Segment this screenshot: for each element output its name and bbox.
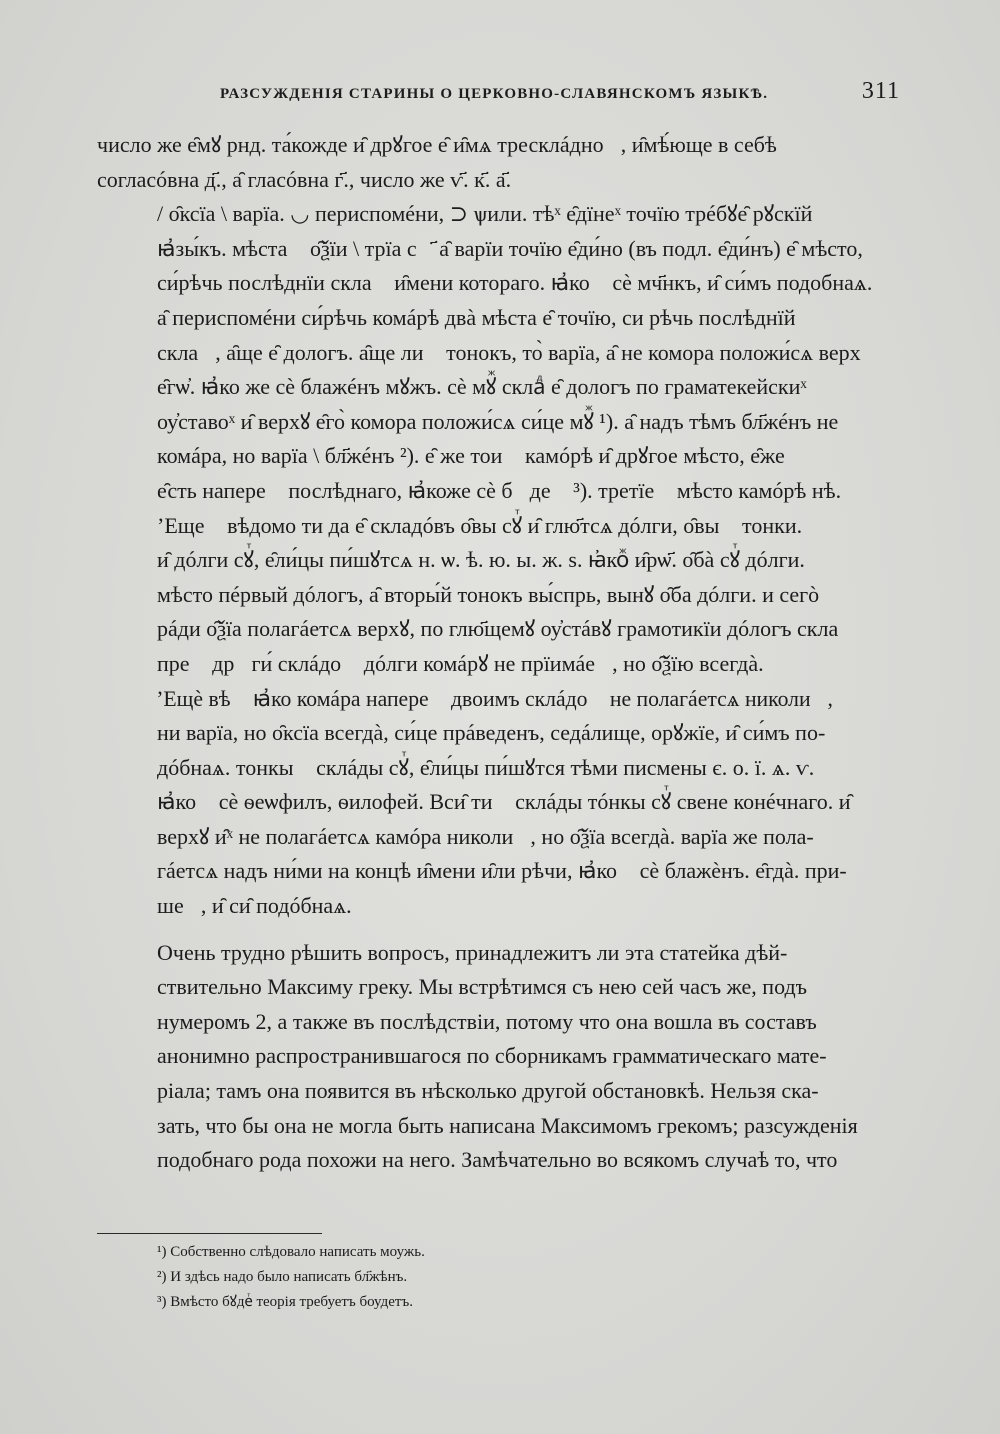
text-line: и̑ дóлги сꙋⷮ, е̑ли́цы пи́шꙋтсѧ н. ѡ. ѣ. ю. ы. ж. ѕ. ꙗ҆коⷤ и̑рѡ҃. о̑бà сꙋⷮ дóлги.	[157, 547, 805, 573]
text-line: зать, что бы она не могла быть написана Максимомъ грекомъ; разсужденія	[157, 1112, 858, 1138]
footnote-text: И здѣсь надо было написать бл҃жѣнъ.	[170, 1269, 408, 1285]
text-line: ’Ещѐ вѣⷤ ꙗ҆ко комáра напереⷣ двоимъ склáдоⷡ не полагáетсѧ николиⷤ,	[156, 685, 833, 711]
text-line: гáетсѧ надъ ни́ми на концѣ и̑мени и̑ли рѣчи, ꙗ҆коⷤ сѐ блажѐнъ. е̑гдà. при-	[157, 858, 847, 884]
text-line: анонимно распространившагося по сборникамъ грамматическаго мате-	[157, 1043, 827, 1069]
text-line: ꙗ҆зы́къ. мѣстаⷤ о̑ѯїи \ трїа сꙋ҃ а̑ варїи точїю е̑ди́но (въ подл. е̑ди́нъ) е̑ мѣсто,	[157, 235, 863, 261]
text-line: склаⷣ, а̑ще е̑ дологъ. а̑ще лиⷤ тонокъ, то̀ варїа, а̑ не комора положи́сѧ верхꙋ	[157, 339, 878, 365]
footnote-3	[157, 1290, 757, 1315]
text-line: подобнаго рода похожи на него. Замѣчательно во всякомъ случаѣ то, что	[157, 1147, 838, 1173]
paragraph-gap	[97, 924, 893, 936]
text-line: си́рѣчь послѣднїи склаⷣ и̑мени котораго. ꙗ҆коⷤ сѐ мч҃нкъ, и̑ си́мъ подобнаѧ.	[157, 270, 873, 296]
text-line: комáра, но варїа \ бл҃жéнъ ²). е̑ же тоиⷤ камóрѣ и̑ дрꙋгое мѣсто, е̑же	[157, 443, 785, 469]
text-line: ріала; тамъ она появится въ нѣсколько другой обстановкѣ. Нельзя ска-	[157, 1078, 819, 1104]
text-line: / о̑ксїа \ варїа. ◡ периспомéни, ⊃ ѱили. тѣˣ е̑дїнеˣ точїю трéбꙋе̑ рꙋскїй	[157, 201, 813, 227]
paragraph-3	[97, 509, 893, 682]
text-line: согласóвна д҃., а̑ гласóвна г҃., число же ѵ҃. к҃. а҃.	[97, 166, 512, 192]
text-line: оу҆ставоˣ и̑ верхꙋ е̑го̀ комора положи́сѧ си́це мꙋⷤ ¹). а̑ надъ тѣмъ бл҃жéнъ не	[157, 408, 839, 434]
body-text	[97, 128, 893, 1178]
paragraph-5	[97, 936, 893, 1178]
text-line: дóбнаѧ. тонкыⷤ склáды сꙋⷮ, е̑ли́цы пи́шꙋтся тѣми писмены є. о. ї. ѧ. ѵ.	[157, 754, 815, 780]
text-line: число же е̑мꙋ рнд. та́кожде и̑ дрꙋгое е̑ и̑мѧ тресклáдноⷤ, и̑мѣ́юще в себѣ	[97, 132, 777, 157]
footnote-1	[157, 1240, 757, 1265]
running-title: РАЗСУЖДЕНІЯ СТАРИНЫ О ЦЕРКОВНО-СЛАВЯНСКОМЪ ЯЗЫКѢ.	[220, 86, 769, 102]
page-number: 311	[861, 78, 900, 104]
text-line: ’Ещеⷤ вѣдомо ти да е̑ складóвъ о̑вы сꙋⷮ и̑ глю҃тсѧ дóлги, о̑выⷤ тонки.	[157, 512, 803, 538]
paragraph-2	[97, 197, 893, 508]
footnotes	[157, 1240, 757, 1315]
text-line: ни варїа, но о̑ксїа всегдà, си́це прáведенъ, седáлище, орꙋжїе, и̑ си́мъ по-	[157, 720, 826, 746]
page-header	[220, 78, 900, 105]
text-line: преⷣ дрꙋги́ склáдоⷡ дóлги комáрꙋ не прїимáеⷮ, но о̑ѯїю всегдà.	[157, 650, 764, 676]
text-line: верхꙋ и̑ˣ не полагáетсѧ камóра николиⷤ, но о̑ѯїа всегдà. варїа же пола-	[157, 823, 814, 849]
text-line: рáди о̑ѯїа полагáетсѧ верхꙋ, по глю҃щемꙋ оу҆стáвꙋ грамотикїи дóлогъ склаⷣ	[157, 616, 856, 642]
footnote-text: Собственно слѣдовало написать моужь.	[170, 1244, 425, 1260]
text-line: Очень трудно рѣшить вопросъ, принадлежитъ ли эта статейка дѣй-	[157, 939, 788, 965]
text-line: а̑ периспомéни си́рѣчь комáрѣ двà мѣста е̑ точїю, си рѣчь послѣднїй	[157, 304, 796, 330]
footnote-divider	[97, 1233, 322, 1234]
text-line: мѣсто пéрвый дóлогъ, а̑ вторы́й тонокъ вы́спрь, вынꙋ о̑ба дóлги. и сегò	[157, 581, 820, 607]
text-line: е̑гѡ҆. ꙗ҆ко же сѐ блажéнъ мꙋжъ. сѐ мꙋⷤ склаⷣ е̑ дологъ по граматекейскиˣ	[157, 374, 807, 400]
footnote-marker: ³)	[157, 1294, 167, 1310]
footnote-2	[157, 1265, 757, 1290]
paragraph-4	[97, 682, 893, 924]
footnote-marker: ¹)	[157, 1244, 167, 1260]
paragraph-1	[97, 128, 893, 197]
text-line: шеⷣ, и̑ си̑ подóбнаѧ.	[157, 893, 352, 919]
text-line: ствительно Максиму греку. Мы встрѣтимся съ нею сей часъ же, подъ	[157, 974, 808, 1000]
text-line: е̑сть напереⷣ послѣднаго, ꙗ҆коже сѐ бꙋдеⷮ ³). третїеⷤ мѣсто камóрѣ нѣ.	[157, 477, 842, 503]
footnote-marker: ²)	[157, 1269, 167, 1285]
text-line: нумеромъ 2, а также въ послѣдствіи, потому что она вошла въ составъ	[157, 1008, 817, 1034]
text-line: ꙗ҆коⷤ сѐ ѳеѡфилъ, ѳилофей. Вси̑ тиⷯ склáды тóнкы сꙋⷮ свене конéчнаго. и̑	[157, 789, 851, 815]
footnote-text: Вмѣсто бꙋдеⷮ теорія требуетъ боудетъ.	[170, 1294, 413, 1310]
